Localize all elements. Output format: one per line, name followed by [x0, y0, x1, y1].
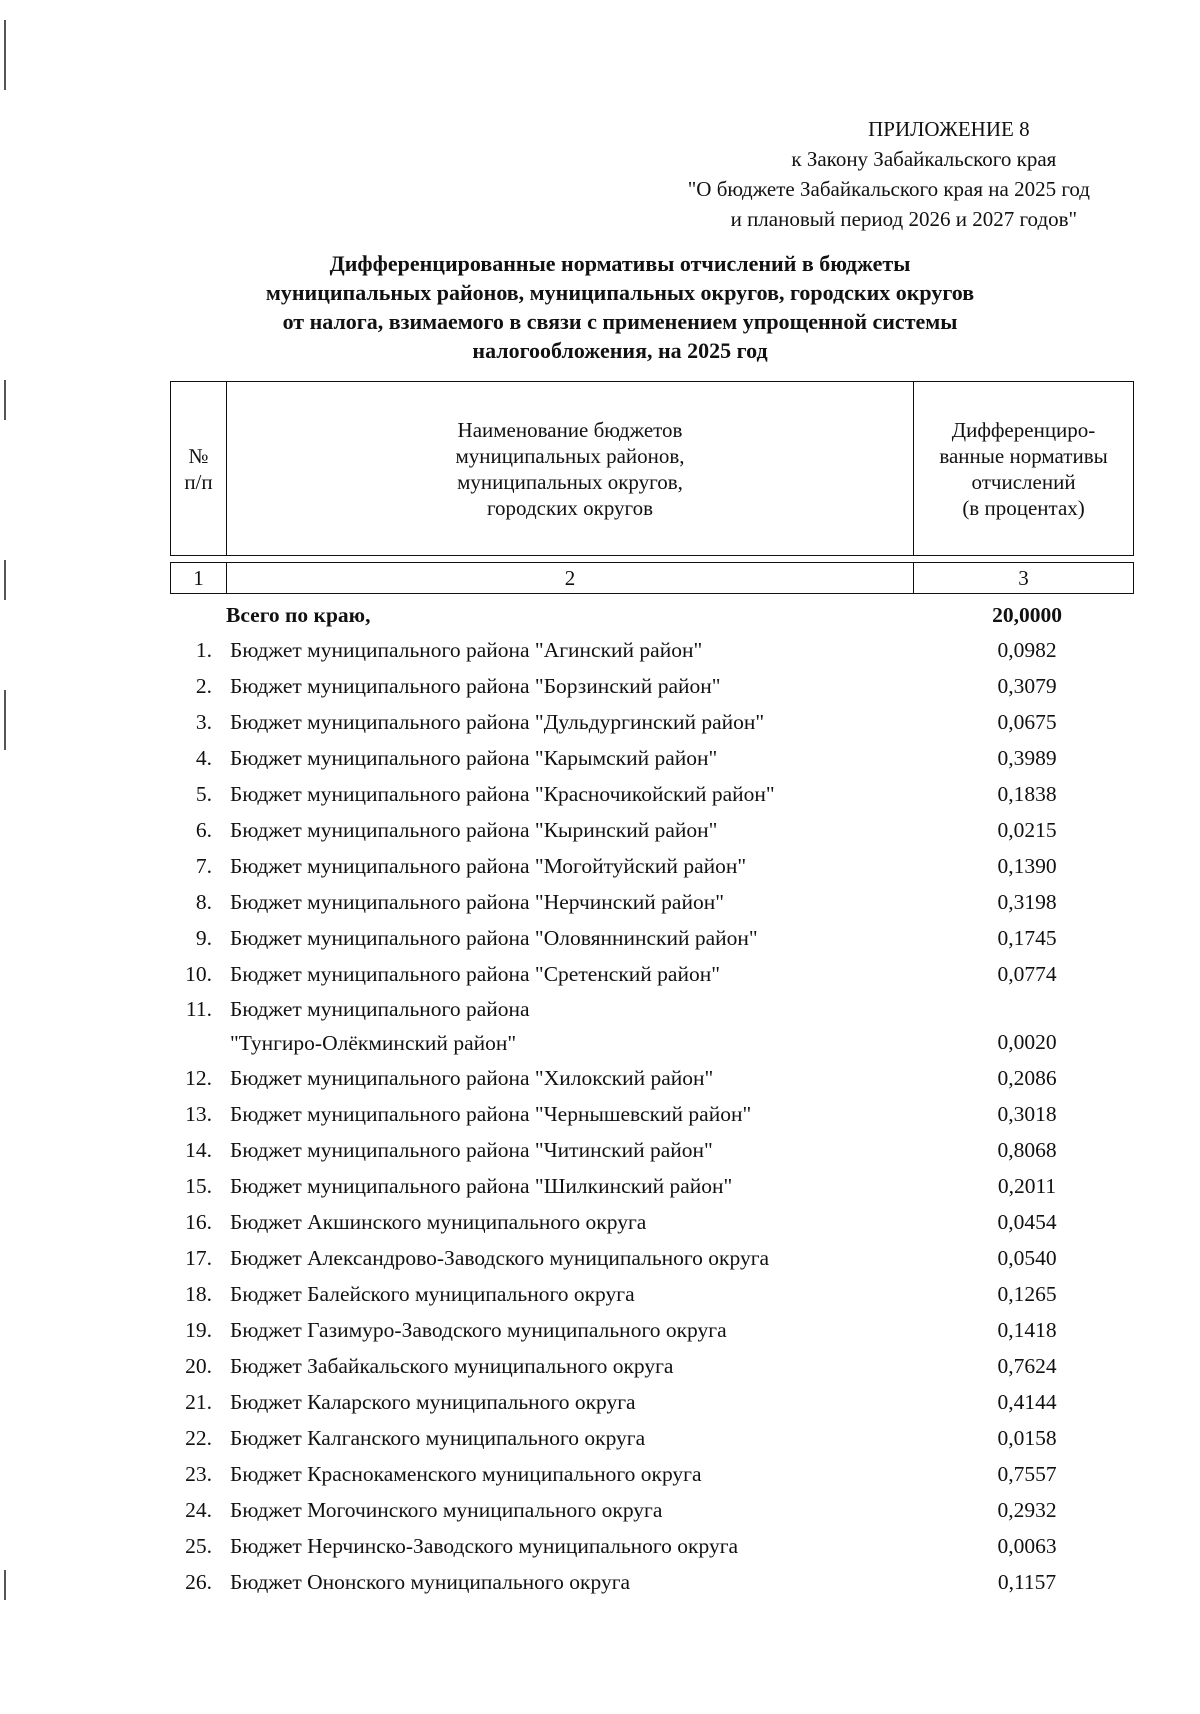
header-budget-name [226, 382, 913, 556]
row-budget-name: Бюджет муниципального района "Карымский район" [230, 746, 718, 770]
row-number: 11. [185, 997, 212, 1021]
row-rate-value: 0,2932 [997, 1498, 1057, 1522]
row-budget-name: Бюджет муниципального района "Дульдургинский район" [230, 710, 765, 734]
appendix-title: ПРИЛОЖЕНИЕ 8 [868, 117, 1030, 141]
total-label: Всего по краю, [226, 603, 371, 627]
appendix-header [688, 114, 1090, 234]
table-row [170, 1492, 1134, 1528]
table-row [170, 1384, 1134, 1420]
appendix-line-2: "О бюджете Забайкальского края на 2025 год [687, 177, 1090, 201]
row-rate-value: 0,2086 [997, 1066, 1057, 1090]
table-row [170, 1096, 1134, 1132]
table-row [170, 740, 1134, 776]
table-row [170, 1312, 1134, 1348]
row-number: 16. [185, 1210, 212, 1234]
title-line-2: муниципальных районов, муниципальных округов, городских округов [265, 280, 975, 305]
row-rate-value: 0,7557 [997, 1462, 1057, 1486]
table-header [170, 381, 1134, 594]
row-rate-value: 0,0020 [997, 1030, 1057, 1054]
row-rate-value: 0,3989 [997, 746, 1057, 770]
header-name-line: муниципальных районов, [455, 443, 685, 468]
row-budget-name: Бюджет муниципального района "Борзинский район" [230, 674, 721, 698]
table-row [170, 956, 1134, 992]
table-row [170, 704, 1134, 740]
row-number: 23. [185, 1462, 212, 1486]
header-rate-line: (в процентах) [962, 495, 1085, 520]
row-rate-value: 0,0063 [997, 1534, 1057, 1558]
table-row [170, 1240, 1134, 1276]
header-rate-line: отчислений [971, 469, 1076, 494]
row-rate-value: 0,3198 [997, 890, 1057, 914]
row-number: 19. [185, 1318, 212, 1342]
row-rate-value: 0,1265 [997, 1282, 1057, 1306]
row-budget-name: Бюджет муниципального района "Хилокский район" [230, 1066, 714, 1090]
row-number: 1. [195, 638, 212, 662]
row-budget-name: Бюджет Могочинского муниципального округа [230, 1498, 663, 1522]
row-number: 24. [185, 1498, 212, 1522]
table-row [170, 1564, 1134, 1600]
table-row [170, 668, 1134, 704]
appendix-line-1: к Закону Забайкальского края [791, 147, 1057, 171]
title-line-1: Дифференцированные нормативы отчислений в бюджеты [329, 251, 911, 276]
row-number: 3. [195, 710, 212, 734]
row-budget-name [230, 992, 530, 1060]
row-budget-name: Бюджет муниципального района "Шилкинский район" [230, 1174, 733, 1198]
header-rate [914, 382, 1134, 556]
row-number: 25. [185, 1534, 212, 1558]
table-row [170, 1420, 1134, 1456]
header-number-line: № [188, 443, 209, 468]
row-rate-value: 0,0158 [997, 1426, 1057, 1450]
header-name-line: муниципальных округов, [457, 469, 683, 494]
column-number-3: 3 [914, 563, 1134, 594]
row-budget-name: Бюджет муниципального района "Кыринский район" [230, 818, 718, 842]
row-number: 2. [195, 674, 212, 698]
table-row [170, 1456, 1134, 1492]
title-line-4: налогообложения, на 2025 год [472, 338, 768, 363]
document-title [160, 249, 1080, 365]
header-number [171, 382, 227, 556]
row-number: 26. [185, 1570, 212, 1594]
row-rate-value: 0,0540 [997, 1246, 1057, 1270]
row-budget-name: Бюджет муниципального района "Чернышевский район" [230, 1102, 752, 1126]
row-rate-value: 0,1745 [997, 926, 1057, 950]
table-row [170, 812, 1134, 848]
row-budget-name: Бюджет Калганского муниципального округа [230, 1426, 646, 1450]
row-rate-value: 0,0982 [997, 638, 1057, 662]
table-row [170, 1276, 1134, 1312]
header-name-line: Наименование бюджетов [457, 417, 683, 442]
header-number-line: п/п [184, 469, 213, 494]
table-row [170, 1348, 1134, 1384]
row-number: 9. [195, 926, 212, 950]
column-number-1: 1 [171, 563, 227, 594]
row-number: 6. [195, 818, 212, 842]
table-row [170, 1204, 1134, 1240]
row-number: 13. [185, 1102, 212, 1126]
row-budget-name: Бюджет Балейского муниципального округа [230, 1282, 635, 1306]
header-name-line: городских округов [486, 495, 654, 520]
table-row [170, 1528, 1134, 1564]
row-rate-value: 0,4144 [997, 1390, 1057, 1414]
appendix-line-3: и плановый период 2026 и 2027 годов" [730, 207, 1078, 231]
row-budget-name: Бюджет Забайкальского муниципального округа [230, 1354, 674, 1378]
row-rate-value: 0,0454 [997, 1210, 1057, 1234]
row-number: 18. [185, 1282, 212, 1306]
row-rate-value: 0,8068 [997, 1138, 1057, 1162]
header-gap [171, 556, 1134, 563]
row-rate-value: 0,7624 [997, 1354, 1057, 1378]
row-budget-name: Бюджет муниципального района "Агинский район" [230, 638, 703, 662]
row-number: 8. [195, 890, 212, 914]
row-number: 15. [185, 1174, 212, 1198]
row-rate-value: 0,3018 [997, 1102, 1057, 1126]
row-number: 17. [185, 1246, 212, 1270]
row-number: 7. [195, 854, 212, 878]
row-rate-value: 0,3079 [997, 674, 1057, 698]
row-budget-name: Бюджет муниципального района "Нерчинский район" [230, 890, 725, 914]
row-number: 4. [195, 746, 212, 770]
table-row [170, 1132, 1134, 1168]
header-rate-line: Дифференциро- [951, 417, 1096, 442]
row-rate-value: 0,2011 [997, 1174, 1057, 1198]
table-row [170, 632, 1134, 668]
table-row [170, 1060, 1134, 1096]
table-row [170, 992, 1134, 1060]
row-rate-value: 0,1390 [997, 854, 1057, 878]
row-rate-value: 0,0675 [997, 710, 1057, 734]
column-number-2: 2 [226, 563, 913, 594]
row-budget-name: Бюджет муниципального района "Красночикойский район" [230, 782, 775, 806]
row-budget-name: Бюджет муниципального района "Читинский район" [230, 1138, 713, 1162]
row-budget-name: Бюджет муниципального района "Оловяннинский район" [230, 926, 758, 950]
row-budget-name: Бюджет Ононского муниципального округа [230, 1570, 631, 1594]
table-row [170, 884, 1134, 920]
row-budget-name: Бюджет Нерчинско-Заводского муниципального округа [230, 1534, 739, 1558]
row-budget-name: Бюджет муниципального района "Сретенский район" [230, 962, 720, 986]
row-rate-value: 0,1157 [997, 1570, 1057, 1594]
row-budget-name: Бюджет Газимуро-Заводского муниципального округа [230, 1318, 727, 1342]
table-row [170, 776, 1134, 812]
row-number: 12. [185, 1066, 212, 1090]
row-budget-name-line: "Тунгиро-Олёкминский район" [230, 1031, 517, 1055]
row-rate-value: 0,1838 [997, 782, 1057, 806]
row-budget-name: Бюджет Краснокаменского муниципального округа [230, 1462, 702, 1486]
row-number: 5. [195, 782, 212, 806]
row-number: 14. [185, 1138, 212, 1162]
row-rate-value: 0,0215 [997, 818, 1057, 842]
row-budget-name: Бюджет муниципального района "Могойтуйский район" [230, 854, 747, 878]
title-line-3: от налога, взимаемого в связи с применением упрощенной системы [282, 309, 958, 334]
row-budget-name: Бюджет Александрово-Заводского муниципального округа [230, 1246, 770, 1270]
table-row [170, 1168, 1134, 1204]
scan-edge-marks [4, 0, 7, 1714]
total-row [170, 598, 1134, 632]
row-number: 21. [185, 1390, 212, 1414]
row-rate-value: 0,0774 [997, 962, 1057, 986]
row-rate-value: 0,1418 [997, 1318, 1057, 1342]
row-budget-name-line: Бюджет муниципального района [230, 997, 530, 1021]
row-number: 20. [185, 1354, 212, 1378]
header-rate-line: ванные нормативы [939, 443, 1108, 468]
table-row [170, 920, 1134, 956]
total-value: 20,0000 [992, 603, 1062, 627]
row-budget-name: Бюджет Каларского муниципального округа [230, 1390, 636, 1414]
table-row [170, 848, 1134, 884]
row-number: 22. [185, 1426, 212, 1450]
row-budget-name: Бюджет Акшинского муниципального округа [230, 1210, 647, 1234]
row-number: 10. [185, 962, 212, 986]
budget-table-body [170, 598, 1134, 1600]
